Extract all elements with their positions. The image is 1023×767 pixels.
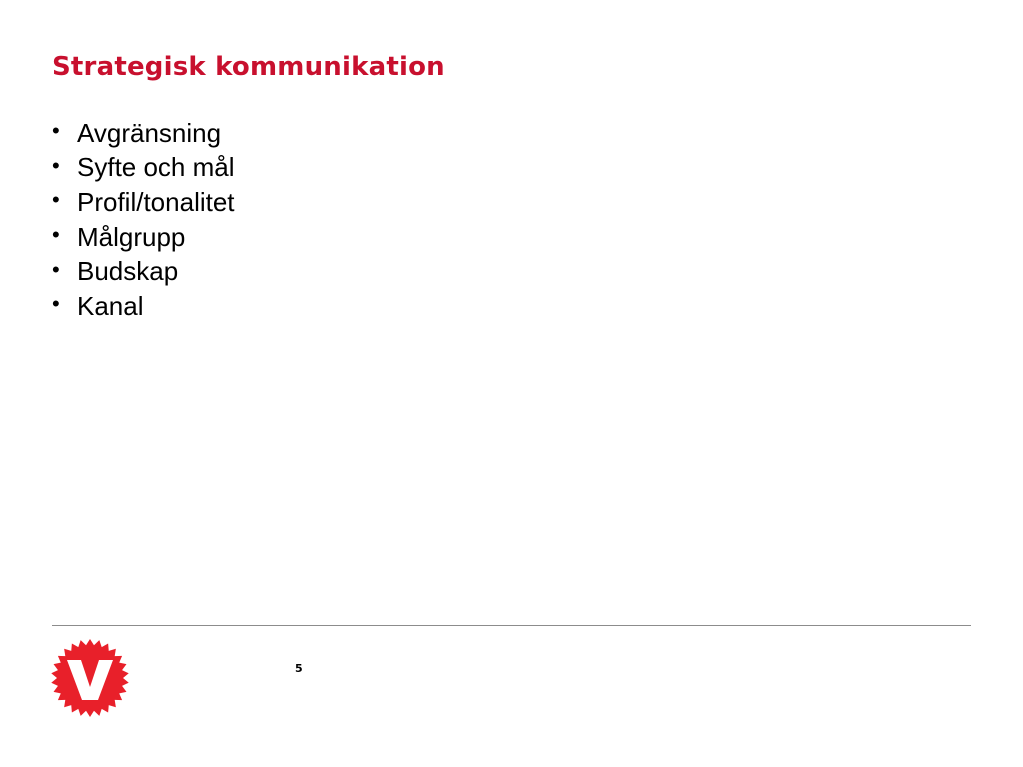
bullet-text: Kanal bbox=[77, 290, 144, 321]
bullet-text: Avgränsning bbox=[77, 117, 222, 148]
bullet-item bbox=[52, 254, 235, 289]
logo-flower-shape bbox=[51, 639, 128, 717]
bullet-item bbox=[52, 151, 235, 186]
bullet-dot-icon: • bbox=[52, 256, 60, 282]
bullet-item bbox=[52, 116, 235, 151]
bullet-text: Syfte och mål bbox=[77, 152, 235, 183]
bullet-text: Budskap bbox=[77, 256, 179, 287]
slide-title: Strategisk kommunikation bbox=[52, 52, 445, 82]
page-number: 5 bbox=[295, 662, 303, 675]
bullet-dot-icon: • bbox=[52, 291, 60, 317]
bullet-item bbox=[52, 185, 235, 220]
bullet-item bbox=[52, 289, 235, 324]
bullet-text: Målgrupp bbox=[77, 221, 186, 252]
carnation-v-logo-icon bbox=[50, 638, 130, 718]
bullet-list bbox=[52, 116, 235, 324]
bullet-dot-icon: • bbox=[52, 152, 60, 178]
bullet-item bbox=[52, 220, 235, 255]
bullet-dot-icon: • bbox=[52, 118, 60, 144]
bullet-text: Profil/tonalitet bbox=[77, 186, 235, 217]
bullet-dot-icon: • bbox=[52, 187, 60, 213]
footer-divider bbox=[52, 625, 971, 626]
bullet-dot-icon: • bbox=[52, 222, 60, 248]
